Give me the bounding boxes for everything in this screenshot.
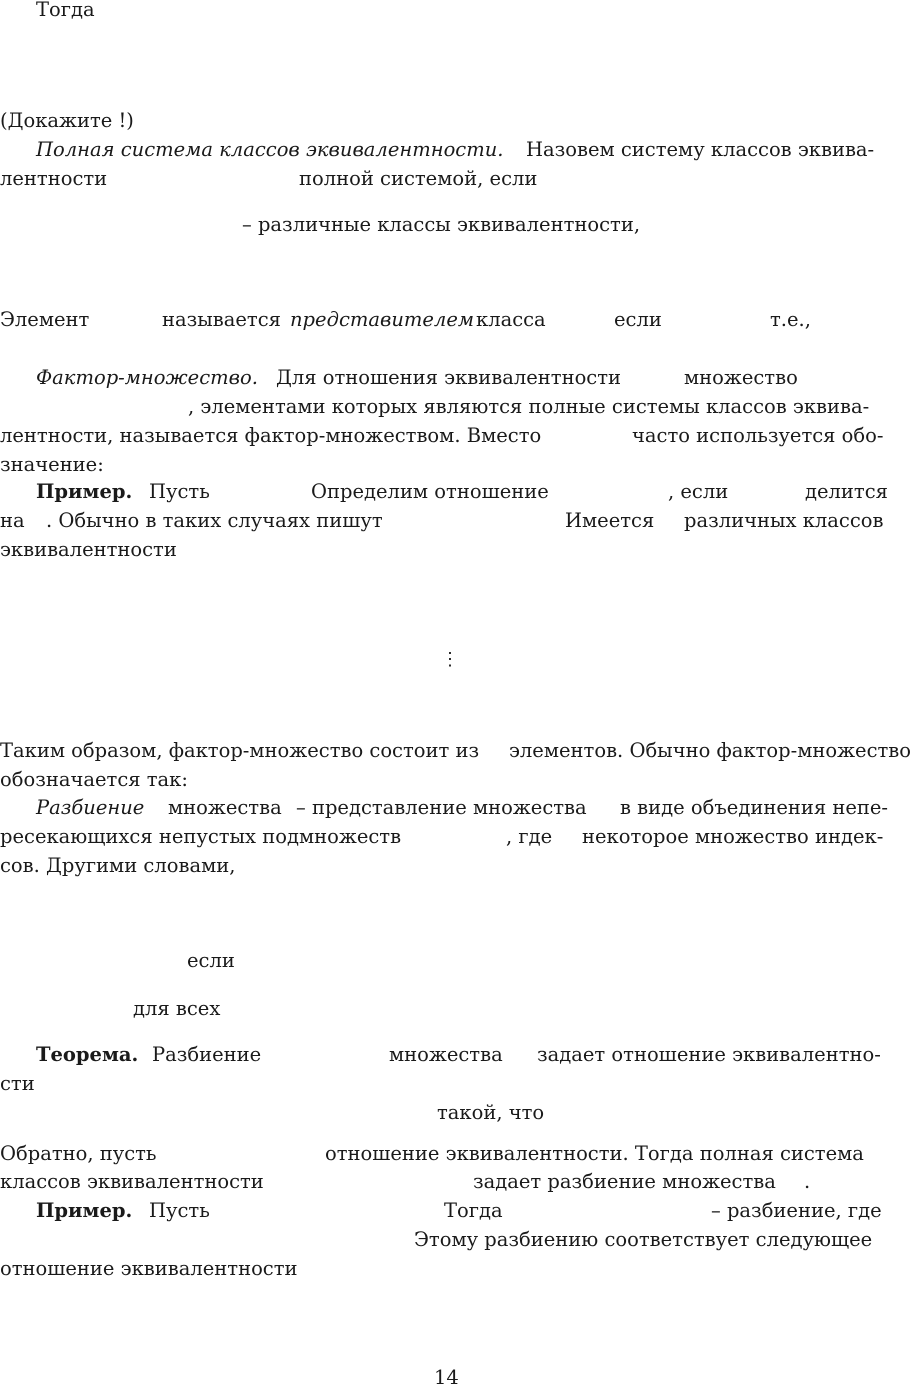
text-line: Этому разбиению соответствует следующее (414, 1228, 873, 1251)
text-line: обозначается так: (0, 768, 188, 791)
text-line: отношение эквивалентности. Тогда полная система (325, 1142, 864, 1165)
text-line: Пусть (149, 1199, 210, 1222)
example-heading: Пример. (36, 480, 133, 503)
text-line: Тогда (36, 0, 95, 21)
text-line: сти (0, 1072, 35, 1095)
text-line: делится (805, 480, 888, 503)
text-line: называется (162, 308, 281, 331)
text-line: множества (168, 796, 282, 819)
text-line: часто используется обо- (632, 424, 884, 447)
text-line: если (614, 308, 662, 331)
text-line: значение: (0, 453, 104, 476)
vertical-ellipsis: ⋮ (441, 649, 459, 670)
text-line: задает разбиение множества (473, 1170, 776, 1193)
text-line: Тогда (444, 1199, 503, 1222)
text-line: (Докажите !) (0, 109, 134, 132)
text-line: полной системой, если (299, 167, 538, 190)
theorem-heading: Теорема. (36, 1043, 139, 1066)
text-line: отношение эквивалентности (0, 1257, 298, 1280)
text-line: сов. Другими словами, (0, 854, 236, 877)
text-line: на (0, 509, 25, 532)
text-line: – различные классы эквивалентности, (242, 213, 641, 236)
text-line: для всех (133, 997, 221, 1020)
text-line: – разбиение, где (711, 1199, 882, 1222)
text-line: задает отношение эквивалентно- (537, 1043, 881, 1066)
text-line: Определим отношение (311, 480, 549, 503)
text-line: эквивалентности (0, 538, 177, 561)
text-line: Имеется (565, 509, 655, 532)
text-line: множество (684, 366, 798, 389)
definition-term: Разбиение (36, 796, 145, 819)
text-line: ресекающихся непустых подмножеств (0, 825, 402, 848)
definition-term: Полная система классов эквивалентности. (36, 138, 504, 161)
text-line: Таким образом, фактор-множество состоит из (0, 739, 480, 762)
text-line: т.е., (770, 308, 811, 331)
text-line: различных классов (684, 509, 884, 532)
text-line: – представление множества (296, 796, 587, 819)
text-line: лентности, называется фактор-множеством. Вместо (0, 424, 542, 447)
text-line: в виде объединения непе- (620, 796, 889, 819)
text-line: такой, что (437, 1101, 545, 1124)
text-line: множества (389, 1043, 503, 1066)
text-line: Разбиение (152, 1043, 262, 1066)
text-line: если (187, 949, 235, 972)
text-line: Обратно, пусть (0, 1142, 157, 1165)
text-line: , элементами которых являются полные системы классов эквива- (188, 395, 870, 418)
definition-term: Фактор-множество. (36, 366, 258, 389)
text-line: . Обычно в таких случаях пишут (46, 509, 383, 532)
text-line: Назовем систему классов эквива- (526, 138, 875, 161)
definition-term: представителем (290, 308, 475, 331)
text-line: . (804, 1170, 811, 1193)
page-number: 14 (434, 1366, 459, 1389)
text-line: Пусть (149, 480, 210, 503)
text-line: элементов. Обычно фактор-множество (509, 739, 912, 762)
text-line: , если (668, 480, 729, 503)
text-line: Для отношения эквивалентности (276, 366, 622, 389)
text-line: классов эквивалентности (0, 1170, 264, 1193)
text-line: , где (506, 825, 553, 848)
text-line: Элемент (0, 308, 90, 331)
text-line: класса (476, 308, 546, 331)
text-line: лентности (0, 167, 108, 190)
text-line: некоторое множество индек- (582, 825, 884, 848)
example-heading: Пример. (36, 1199, 133, 1222)
